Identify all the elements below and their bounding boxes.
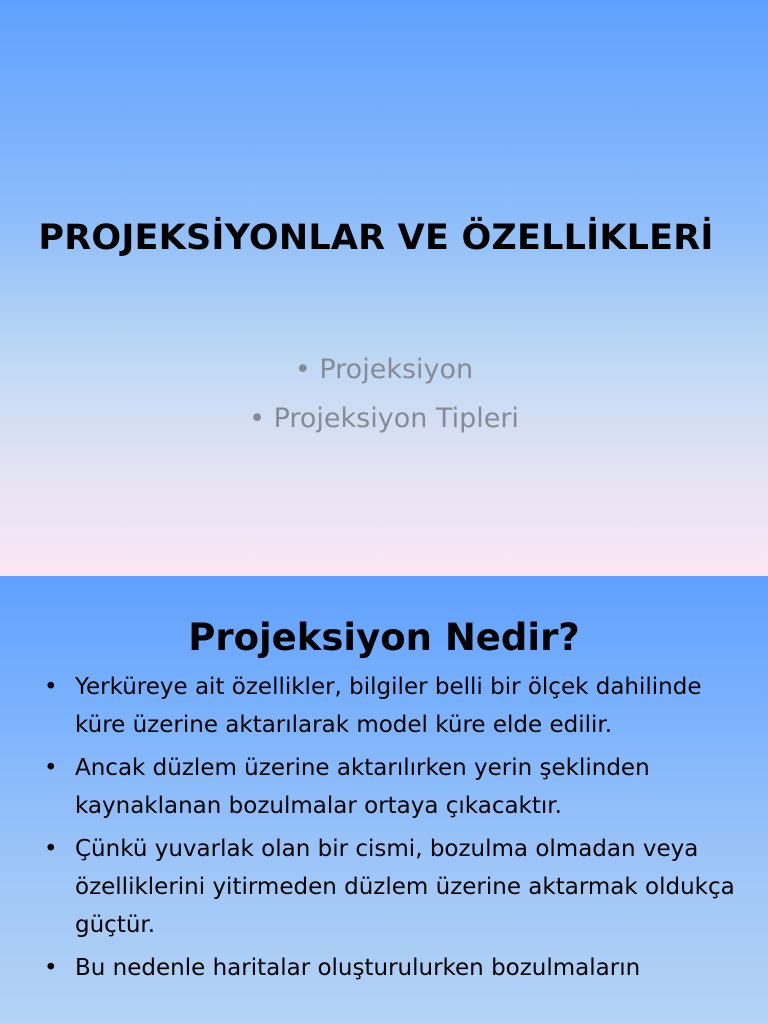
bullet-marker: •	[44, 755, 58, 781]
bullet-list	[44, 668, 744, 992]
bullet-item	[44, 668, 744, 744]
slide-heading: Projeksiyon Nedir?	[188, 616, 580, 659]
subtitle-item: • Projeksiyon Tipleri	[249, 403, 519, 434]
bullet-text: Ancak düzlem üzerine aktarılırken yerin şeklinden kaynaklanan bozulmalar ortaya çıkacaktır.	[75, 755, 650, 819]
bullet-text: Bu nedenle haritalar oluşturulurken bozulmaların	[75, 955, 641, 981]
bullet-marker: •	[44, 955, 58, 981]
subtitle-item: • Projeksiyon	[294, 354, 474, 385]
bullet-text: Yerküreye ait özellikler, bilgiler belli bir ölçek dahilinde küre üzerine aktarılarak model küre elde edilir.	[75, 674, 702, 738]
bullet-text: Çünkü yuvarlak olan bir cismi, bozulma olmadan veya özelliklerini yitirmeden düzlem üzerine aktarmak oldukça güçtür.	[75, 836, 735, 938]
bullet-marker: •	[44, 836, 58, 862]
bullet-item	[44, 949, 744, 987]
bullet-item	[44, 749, 744, 825]
subtitle-list	[0, 345, 768, 443]
bullet-item	[44, 830, 744, 944]
slide-title: PROJEKSİYONLAR VE ÖZELLİKLERİ	[38, 218, 714, 258]
bullet-marker: •	[44, 674, 58, 700]
content-slide	[0, 576, 768, 1024]
